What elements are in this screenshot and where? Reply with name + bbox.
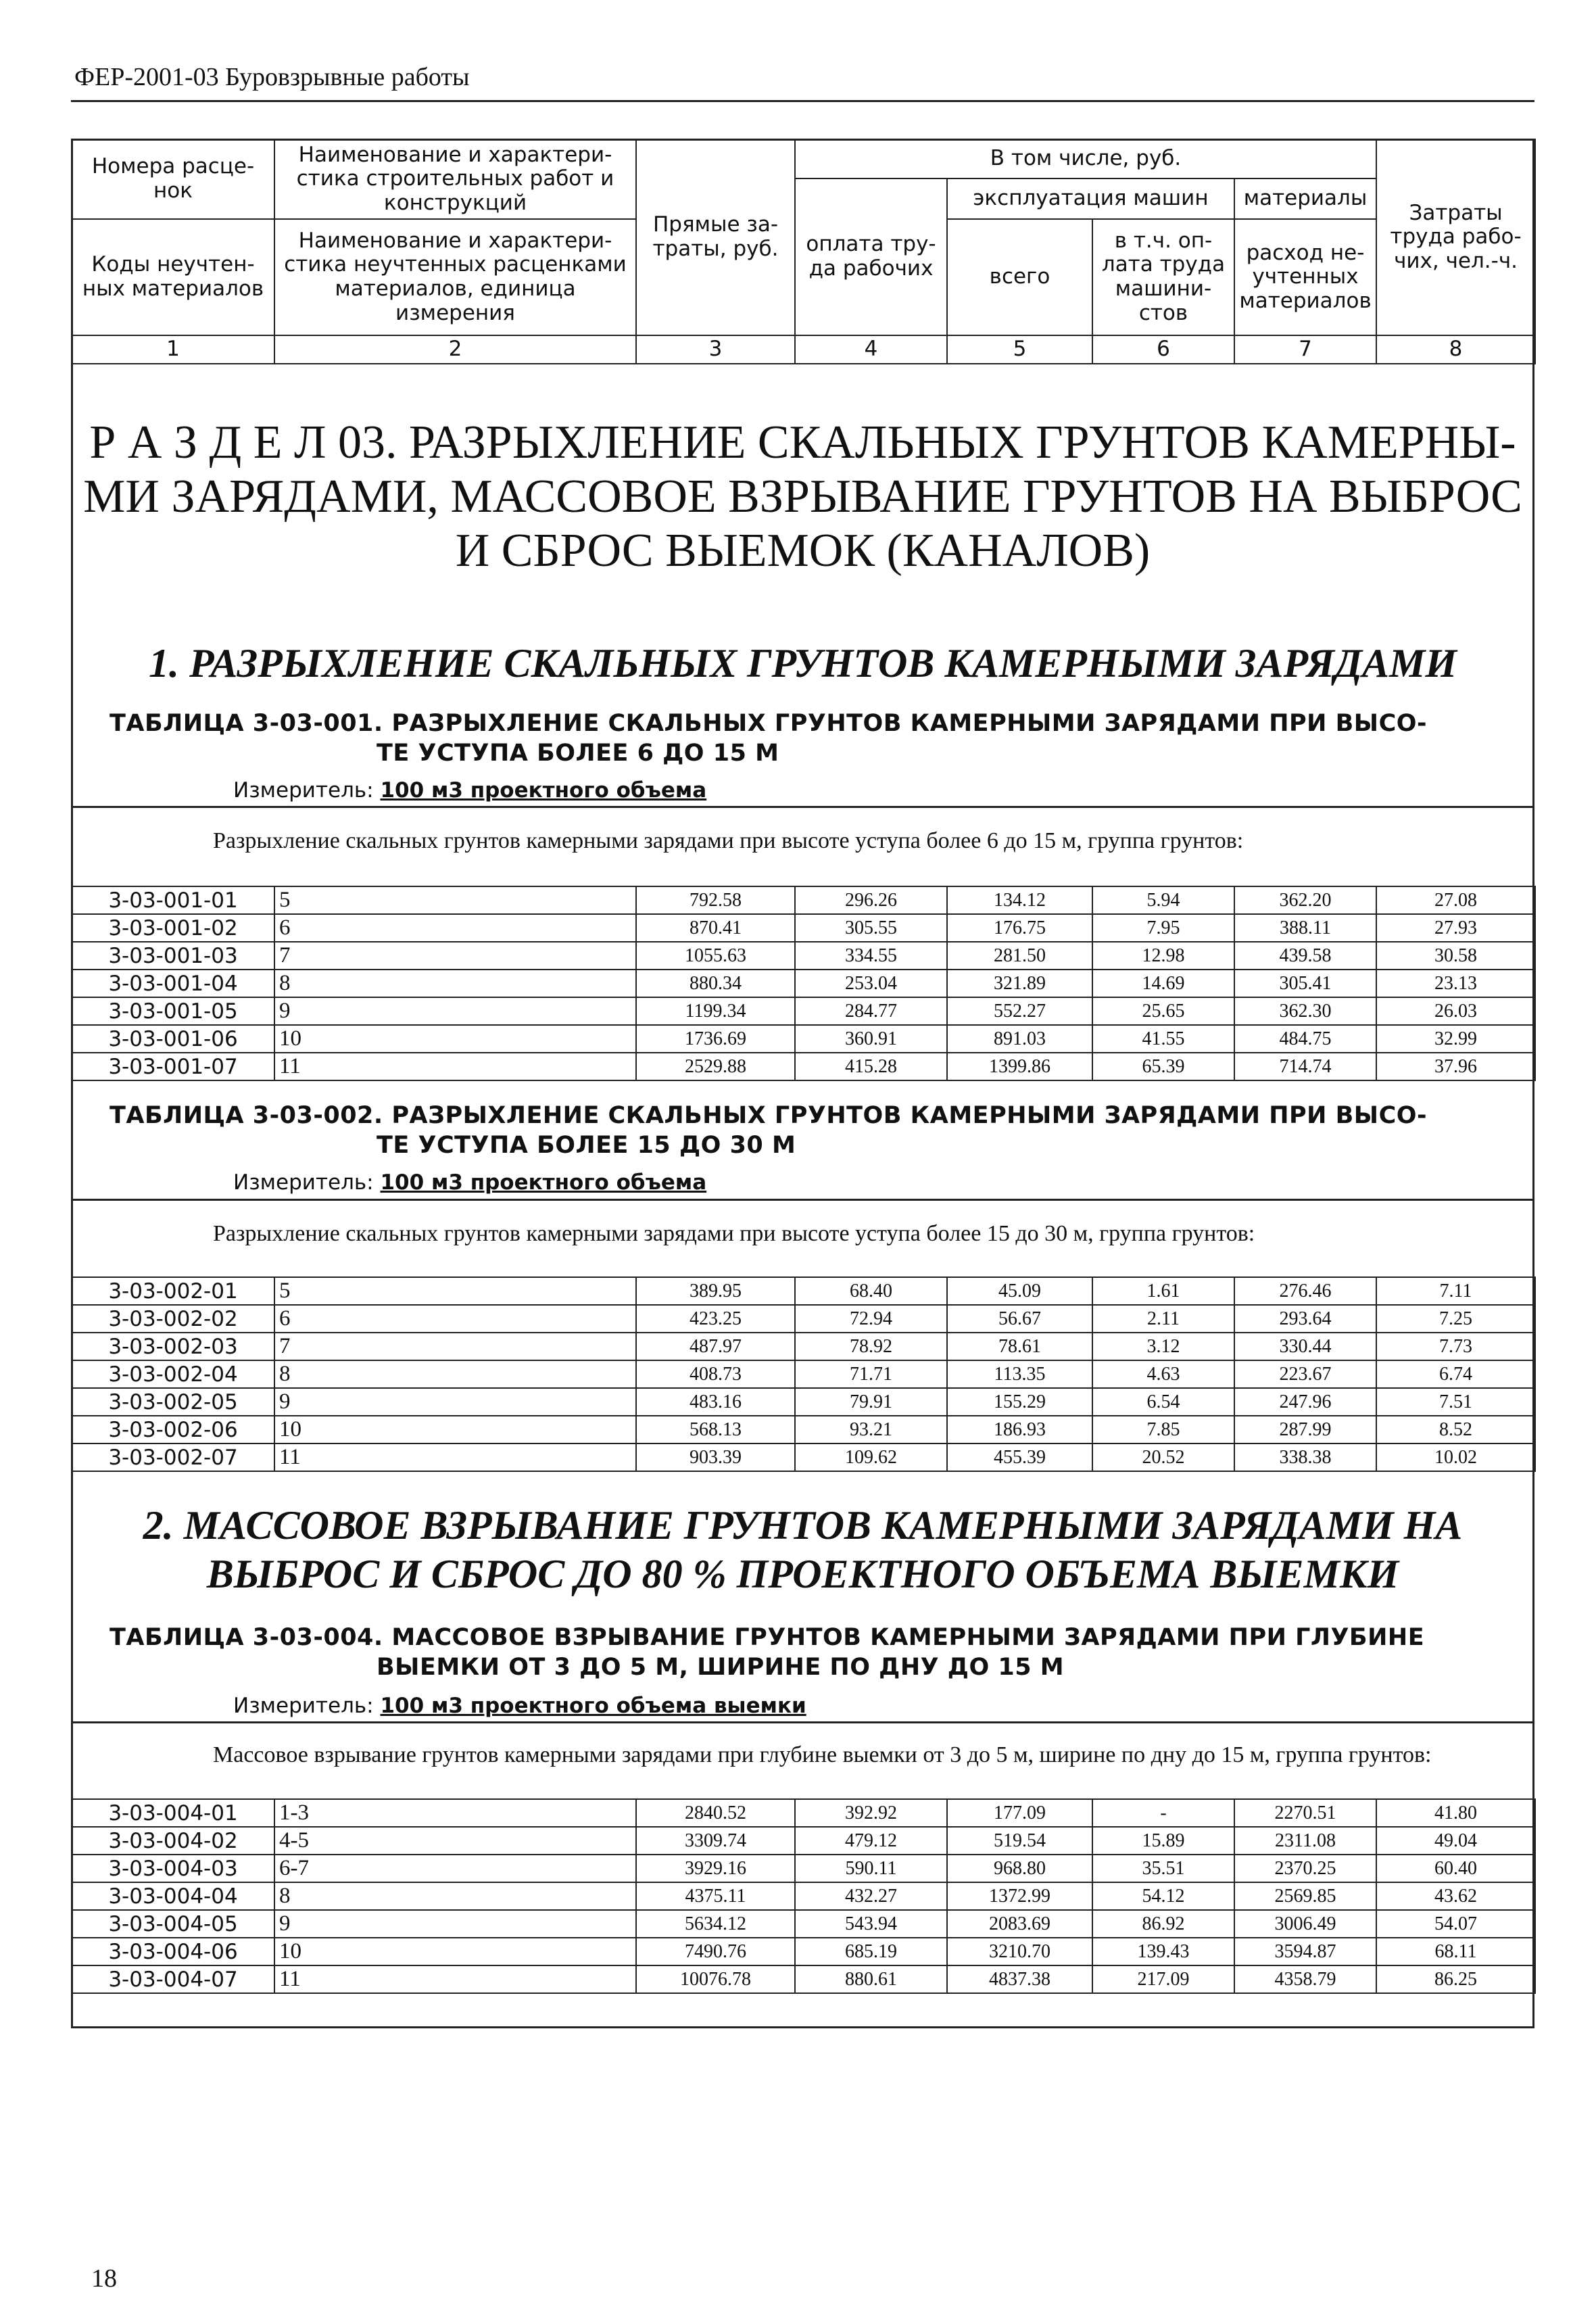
labor-pay-cell: 590.11 — [795, 1855, 947, 1882]
table-2-title — [110, 1101, 1516, 1160]
materials-cell: 484.75 — [1234, 1025, 1376, 1053]
table-row — [72, 1416, 1535, 1443]
machine-total-cell: 2083.69 — [947, 1910, 1092, 1938]
soil-group-cell: 11 — [274, 1053, 636, 1080]
header-number: 7 — [1234, 335, 1376, 364]
operators-pay-cell: 15.89 — [1092, 1827, 1234, 1855]
header-rate-numbers: Номера расце-нок — [72, 139, 274, 219]
table-row — [72, 1827, 1535, 1855]
header-rule — [71, 100, 1534, 102]
table-title-line: ТАБЛИЦА 3-03-004. МАССОВОЕ ВЗРЫВАНИЕ ГРУНТОВ КАМЕРНЫМИ ЗАРЯДАМИ ПРИ ГЛУБИНЕ — [110, 1624, 1425, 1651]
direct-costs-cell: 3309.74 — [636, 1827, 795, 1855]
soil-group-cell: 7 — [274, 942, 636, 970]
operators-pay-cell: 217.09 — [1092, 1965, 1234, 1993]
labor-pay-cell: 253.04 — [795, 970, 947, 997]
labor-pay-cell: 109.62 — [795, 1443, 947, 1471]
materials-cell: 4358.79 — [1234, 1965, 1376, 1993]
header-unaccounted-materials: расход не-учтенных материалов — [1234, 219, 1376, 335]
labor-pay-cell: 415.28 — [795, 1053, 947, 1080]
rate-code-cell: 3-03-004-05 — [72, 1910, 274, 1938]
labor-pay-cell: 432.27 — [795, 1882, 947, 1910]
operators-pay-cell: 41.55 — [1092, 1025, 1234, 1053]
table-row — [72, 914, 1535, 942]
machine-total-cell: 519.54 — [947, 1827, 1092, 1855]
operators-pay-cell: 139.43 — [1092, 1938, 1234, 1965]
measure-label: Измеритель: — [233, 1170, 374, 1195]
rate-code-cell: 3-03-002-05 — [72, 1388, 274, 1416]
rate-code-cell: 3-03-001-04 — [72, 970, 274, 997]
materials-cell: 3006.49 — [1234, 1910, 1376, 1938]
block-rule — [71, 1721, 1534, 1723]
direct-costs-cell: 7490.76 — [636, 1938, 795, 1965]
labor-pay-cell: 360.91 — [795, 1025, 947, 1053]
labor-costs-cell: 8.52 — [1376, 1416, 1535, 1443]
header-machine-operation: эксплуатация машин — [947, 178, 1234, 219]
labor-costs-cell: 23.13 — [1376, 970, 1535, 997]
materials-cell: 714.74 — [1234, 1053, 1376, 1080]
section-title-line: МИ ЗАРЯДАМИ, МАССОВОЕ ВЗРЫВАНИЕ ГРУНТОВ НА ВЫБРОС — [83, 471, 1522, 523]
table-row — [72, 1333, 1535, 1360]
rate-code-cell: 3-03-001-05 — [72, 997, 274, 1025]
direct-costs-cell: 2840.52 — [636, 1799, 795, 1827]
labor-costs-cell: 43.62 — [1376, 1882, 1535, 1910]
soil-group-cell: 5 — [274, 1277, 636, 1305]
header-labor-pay: оплата тру-да рабочих — [795, 178, 947, 335]
table-row — [72, 1910, 1535, 1938]
materials-cell: 223.67 — [1234, 1360, 1376, 1388]
block-rule — [71, 1199, 1534, 1201]
machine-total-cell: 176.75 — [947, 914, 1092, 942]
operators-pay-cell: 4.63 — [1092, 1360, 1234, 1388]
materials-cell: 293.64 — [1234, 1305, 1376, 1333]
soil-group-cell: 9 — [274, 997, 636, 1025]
materials-cell: 388.11 — [1234, 914, 1376, 942]
direct-costs-cell: 389.95 — [636, 1277, 795, 1305]
table-title-line: ВЫЕМКИ ОТ 3 ДО 5 М, ШИРИНЕ ПО ДНУ ДО 15 М — [377, 1654, 1065, 1681]
labor-pay-cell: 479.12 — [795, 1827, 947, 1855]
machine-total-cell: 78.61 — [947, 1333, 1092, 1360]
table-row — [72, 1053, 1535, 1080]
soil-group-cell: 10 — [274, 1025, 636, 1053]
labor-costs-cell: 27.93 — [1376, 914, 1535, 942]
rate-code-cell: 3-03-002-03 — [72, 1333, 274, 1360]
materials-cell: 362.20 — [1234, 886, 1376, 914]
header-number: 1 — [72, 335, 274, 364]
table-1-title — [110, 709, 1516, 768]
machine-total-cell: 891.03 — [947, 1025, 1092, 1053]
materials-cell: 2569.85 — [1234, 1882, 1376, 1910]
header-material-name: Наименование и характери-стика неучтенных расценками материалов, единица измерения — [274, 219, 636, 335]
materials-cell: 338.38 — [1234, 1443, 1376, 1471]
table-2-rows — [71, 1276, 1536, 1472]
table-row — [72, 1443, 1535, 1471]
measure-value: 100 м3 проектного объема — [380, 778, 707, 803]
machine-total-cell: 281.50 — [947, 942, 1092, 970]
soil-group-cell: 10 — [274, 1416, 636, 1443]
labor-pay-cell: 72.94 — [795, 1305, 947, 1333]
soil-group-cell: 9 — [274, 1388, 636, 1416]
labor-pay-cell: 68.40 — [795, 1277, 947, 1305]
direct-costs-cell: 1736.69 — [636, 1025, 795, 1053]
labor-costs-cell: 68.11 — [1376, 1938, 1535, 1965]
rate-code-cell: 3-03-001-06 — [72, 1025, 274, 1053]
soil-group-cell: 8 — [274, 1882, 636, 1910]
subsection-title-line: ВЫБРОС И СБРОС ДО 80 % ПРОЕКТНОГО ОБЪЕМА ВЫЕМКИ — [206, 1552, 1399, 1596]
labor-costs-cell: 7.25 — [1376, 1305, 1535, 1333]
table-title-line: ТАБЛИЦА 3-03-001. РАЗРЫХЛЕНИЕ СКАЛЬНЫХ ГРУНТОВ КАМЕРНЫМИ ЗАРЯДАМИ ПРИ ВЫСО- — [110, 710, 1428, 737]
soil-group-cell: 6 — [274, 914, 636, 942]
header-number: 4 — [795, 335, 947, 364]
direct-costs-cell: 568.13 — [636, 1416, 795, 1443]
soil-group-cell: 6-7 — [274, 1855, 636, 1882]
soil-group-cell: 4-5 — [274, 1827, 636, 1855]
labor-costs-cell: 7.73 — [1376, 1333, 1535, 1360]
header-work-name: Наименование и характери-стика строительных работ и конструкций — [274, 139, 636, 219]
page-header: ФЕР-2001-03 Буровзрывные работы — [74, 63, 470, 91]
operators-pay-cell: 7.85 — [1092, 1416, 1234, 1443]
direct-costs-cell: 792.58 — [636, 886, 795, 914]
table-1-rows — [71, 886, 1536, 1081]
table-row — [72, 970, 1535, 997]
direct-costs-cell: 5634.12 — [636, 1910, 795, 1938]
header-in-that-number: В том числе, руб. — [795, 139, 1376, 178]
operators-pay-cell: 65.39 — [1092, 1053, 1234, 1080]
operators-pay-cell: 6.54 — [1092, 1388, 1234, 1416]
measure-value: 100 м3 проектного объема выемки — [380, 1694, 806, 1718]
labor-costs-cell: 7.51 — [1376, 1388, 1535, 1416]
machine-total-cell: 552.27 — [947, 997, 1092, 1025]
labor-pay-cell: 78.92 — [795, 1333, 947, 1360]
measure-label: Измеритель: — [233, 778, 374, 803]
table-1-description: Разрыхление скальных грунтов камерными зарядами при высоте уступа более 6 до 15 м, группа грунтов: — [213, 828, 1244, 853]
operators-pay-cell: 20.52 — [1092, 1443, 1234, 1471]
table-row — [72, 1965, 1535, 1993]
operators-pay-cell: 35.51 — [1092, 1855, 1234, 1882]
soil-group-cell: 11 — [274, 1965, 636, 1993]
table-row — [72, 1360, 1535, 1388]
table-2-measure — [233, 1170, 706, 1195]
soil-group-cell: 7 — [274, 1333, 636, 1360]
materials-cell: 362.30 — [1234, 997, 1376, 1025]
machine-total-cell: 321.89 — [947, 970, 1092, 997]
labor-costs-cell: 7.11 — [1376, 1277, 1535, 1305]
column-header-table — [71, 139, 1536, 364]
table-row — [72, 1305, 1535, 1333]
soil-group-cell: 8 — [274, 970, 636, 997]
labor-pay-cell: 880.61 — [795, 1965, 947, 1993]
header-materials: материалы — [1234, 178, 1376, 219]
materials-cell: 247.96 — [1234, 1388, 1376, 1416]
operators-pay-cell: 1.61 — [1092, 1277, 1234, 1305]
table-1-measure — [233, 778, 706, 803]
machine-total-cell: 968.80 — [947, 1855, 1092, 1882]
rate-code-cell: 3-03-004-06 — [72, 1938, 274, 1965]
labor-costs-cell: 86.25 — [1376, 1965, 1535, 1993]
subsection-2-title — [74, 1501, 1531, 1598]
header-number: 3 — [636, 335, 795, 364]
labor-pay-cell: 296.26 — [795, 886, 947, 914]
labor-costs-cell: 49.04 — [1376, 1827, 1535, 1855]
labor-pay-cell: 685.19 — [795, 1938, 947, 1965]
table-row — [72, 942, 1535, 970]
labor-pay-cell: 79.91 — [795, 1388, 947, 1416]
labor-pay-cell: 543.94 — [795, 1910, 947, 1938]
direct-costs-cell: 1055.63 — [636, 942, 795, 970]
table-title-line: ТАБЛИЦА 3-03-002. РАЗРЫХЛЕНИЕ СКАЛЬНЫХ ГРУНТОВ КАМЕРНЫМИ ЗАРЯДАМИ ПРИ ВЫСО- — [110, 1102, 1428, 1129]
rate-code-cell: 3-03-004-03 — [72, 1855, 274, 1882]
table-title-line: ТЕ УСТУПА БОЛЕЕ 6 ДО 15 М — [377, 740, 779, 767]
machine-total-cell: 45.09 — [947, 1277, 1092, 1305]
labor-pay-cell: 334.55 — [795, 942, 947, 970]
machine-total-cell: 3210.70 — [947, 1938, 1092, 1965]
soil-group-cell: 9 — [274, 1910, 636, 1938]
machine-total-cell: 155.29 — [947, 1388, 1092, 1416]
labor-costs-cell: 60.40 — [1376, 1855, 1535, 1882]
rate-code-cell: 3-03-002-07 — [72, 1443, 274, 1471]
table-2-description: Разрыхление скальных грунтов камерными зарядами при высоте уступа более 15 до 30 м, группа грунтов: — [213, 1221, 1255, 1246]
header-machine-total: всего — [947, 219, 1092, 335]
materials-cell: 3594.87 — [1234, 1938, 1376, 1965]
section-title-line: И СБРОС ВЫЕМОК (КАНАЛОВ) — [455, 525, 1151, 577]
operators-pay-cell: 7.95 — [1092, 914, 1234, 942]
operators-pay-cell: 25.65 — [1092, 997, 1234, 1025]
soil-group-cell: 10 — [274, 1938, 636, 1965]
rate-code-cell: 3-03-004-04 — [72, 1882, 274, 1910]
table-row — [72, 997, 1535, 1025]
operators-pay-cell: 12.98 — [1092, 942, 1234, 970]
table-row — [72, 1799, 1535, 1827]
section-title — [74, 416, 1531, 578]
operators-pay-cell: 3.12 — [1092, 1333, 1234, 1360]
header-number: 8 — [1376, 335, 1535, 364]
machine-total-cell: 134.12 — [947, 886, 1092, 914]
header-number: 2 — [274, 335, 636, 364]
page-number: 18 — [91, 2264, 117, 2293]
header-number: 6 — [1092, 335, 1234, 364]
machine-total-cell: 1399.86 — [947, 1053, 1092, 1080]
rate-code-cell: 3-03-004-07 — [72, 1965, 274, 1993]
subsection-title-line: 2. МАССОВОЕ ВЗРЫВАНИЕ ГРУНТОВ КАМЕРНЫМИ ЗАРЯДАМИ НА — [143, 1503, 1463, 1548]
direct-costs-cell: 903.39 — [636, 1443, 795, 1471]
rate-code-cell: 3-03-001-02 — [72, 914, 274, 942]
rate-code-cell: 3-03-002-02 — [72, 1305, 274, 1333]
table-row — [72, 1025, 1535, 1053]
soil-group-cell: 5 — [274, 886, 636, 914]
machine-total-cell: 177.09 — [947, 1799, 1092, 1827]
labor-costs-cell: 32.99 — [1376, 1025, 1535, 1053]
operators-pay-cell: 54.12 — [1092, 1882, 1234, 1910]
direct-costs-cell: 880.34 — [636, 970, 795, 997]
labor-costs-cell: 30.58 — [1376, 942, 1535, 970]
soil-group-cell: 6 — [274, 1305, 636, 1333]
table-3-rows — [71, 1798, 1536, 1994]
rate-code-cell: 3-03-002-04 — [72, 1360, 274, 1388]
rate-code-cell: 3-03-004-02 — [72, 1827, 274, 1855]
machine-total-cell: 1372.99 — [947, 1882, 1092, 1910]
rate-code-cell: 3-03-001-01 — [72, 886, 274, 914]
measure-label: Измеритель: — [233, 1694, 374, 1718]
labor-pay-cell: 284.77 — [795, 997, 947, 1025]
labor-costs-cell: 41.80 — [1376, 1799, 1535, 1827]
direct-costs-cell: 487.97 — [636, 1333, 795, 1360]
rate-code-cell: 3-03-001-07 — [72, 1053, 274, 1080]
table-row — [72, 1855, 1535, 1882]
table-row — [72, 1938, 1535, 1965]
labor-costs-cell: 26.03 — [1376, 997, 1535, 1025]
subsection-1-title: 1. РАЗРЫХЛЕНИЕ СКАЛЬНЫХ ГРУНТОВ КАМЕРНЫМИ ЗАРЯДАМИ — [149, 641, 1457, 686]
table-3-measure — [233, 1693, 806, 1719]
labor-costs-cell: 37.96 — [1376, 1053, 1535, 1080]
operators-pay-cell: 5.94 — [1092, 886, 1234, 914]
rate-code-cell: 3-03-002-01 — [72, 1277, 274, 1305]
direct-costs-cell: 3929.16 — [636, 1855, 795, 1882]
labor-pay-cell: 305.55 — [795, 914, 947, 942]
soil-group-cell: 1-3 — [274, 1799, 636, 1827]
table-3-description: Массовое взрывание грунтов камерными зарядами при глубине выемки от 3 до 5 м, ширине по дну до 15 м, группа грунтов: — [213, 1742, 1432, 1767]
materials-cell: 2270.51 — [1234, 1799, 1376, 1827]
direct-costs-cell: 870.41 — [636, 914, 795, 942]
rate-code-cell: 3-03-001-03 — [72, 942, 274, 970]
header-operators-pay: в т.ч. оп-лата труда машини-стов — [1092, 219, 1234, 335]
direct-costs-cell: 423.25 — [636, 1305, 795, 1333]
machine-total-cell: 4837.38 — [947, 1965, 1092, 1993]
soil-group-cell: 8 — [274, 1360, 636, 1388]
rate-code-cell: 3-03-002-06 — [72, 1416, 274, 1443]
direct-costs-cell: 10076.78 — [636, 1965, 795, 1993]
table-row — [72, 886, 1535, 914]
operators-pay-cell: 14.69 — [1092, 970, 1234, 997]
labor-pay-cell: 93.21 — [795, 1416, 947, 1443]
block-rule — [71, 806, 1534, 808]
materials-cell: 276.46 — [1234, 1277, 1376, 1305]
materials-cell: 2370.25 — [1234, 1855, 1376, 1882]
direct-costs-cell: 2529.88 — [636, 1053, 795, 1080]
labor-costs-cell: 10.02 — [1376, 1443, 1535, 1471]
operators-pay-cell: 86.92 — [1092, 1910, 1234, 1938]
direct-costs-cell: 1199.34 — [636, 997, 795, 1025]
header-material-codes: Коды неучтен-ных материалов — [72, 219, 274, 335]
table-row — [72, 1882, 1535, 1910]
direct-costs-cell: 4375.11 — [636, 1882, 795, 1910]
header-number-row — [72, 335, 1535, 364]
table-title-line: ТЕ УСТУПА БОЛЕЕ 15 ДО 30 М — [377, 1132, 796, 1159]
operators-pay-cell: 2.11 — [1092, 1305, 1234, 1333]
machine-total-cell: 455.39 — [947, 1443, 1092, 1471]
materials-cell: 439.58 — [1234, 942, 1376, 970]
table-row — [72, 1277, 1535, 1305]
direct-costs-cell: 483.16 — [636, 1388, 795, 1416]
measure-value: 100 м3 проектного объема — [380, 1170, 707, 1195]
materials-cell: 287.99 — [1234, 1416, 1376, 1443]
labor-costs-cell: 27.08 — [1376, 886, 1535, 914]
table-3-title — [110, 1623, 1516, 1682]
operators-pay-cell: - — [1092, 1799, 1234, 1827]
machine-total-cell: 186.93 — [947, 1416, 1092, 1443]
labor-pay-cell: 71.71 — [795, 1360, 947, 1388]
table-row — [72, 1388, 1535, 1416]
materials-cell: 330.44 — [1234, 1333, 1376, 1360]
labor-costs-cell: 6.74 — [1376, 1360, 1535, 1388]
header-labor-costs: Затраты труда рабо-чих, чел.-ч. — [1376, 139, 1535, 335]
materials-cell: 305.41 — [1234, 970, 1376, 997]
direct-costs-cell: 408.73 — [636, 1360, 795, 1388]
labor-pay-cell: 392.92 — [795, 1799, 947, 1827]
machine-total-cell: 113.35 — [947, 1360, 1092, 1388]
machine-total-cell: 56.67 — [947, 1305, 1092, 1333]
header-number: 5 — [947, 335, 1092, 364]
soil-group-cell: 11 — [274, 1443, 636, 1471]
section-title-line: Р А З Д Е Л 03. РАЗРЫХЛЕНИЕ СКАЛЬНЫХ ГРУНТОВ КАМЕРНЫ- — [89, 416, 1516, 469]
materials-cell: 2311.08 — [1234, 1827, 1376, 1855]
rate-code-cell: 3-03-004-01 — [72, 1799, 274, 1827]
header-direct-costs: Прямые за-траты, руб. — [636, 139, 795, 335]
labor-costs-cell: 54.07 — [1376, 1910, 1535, 1938]
